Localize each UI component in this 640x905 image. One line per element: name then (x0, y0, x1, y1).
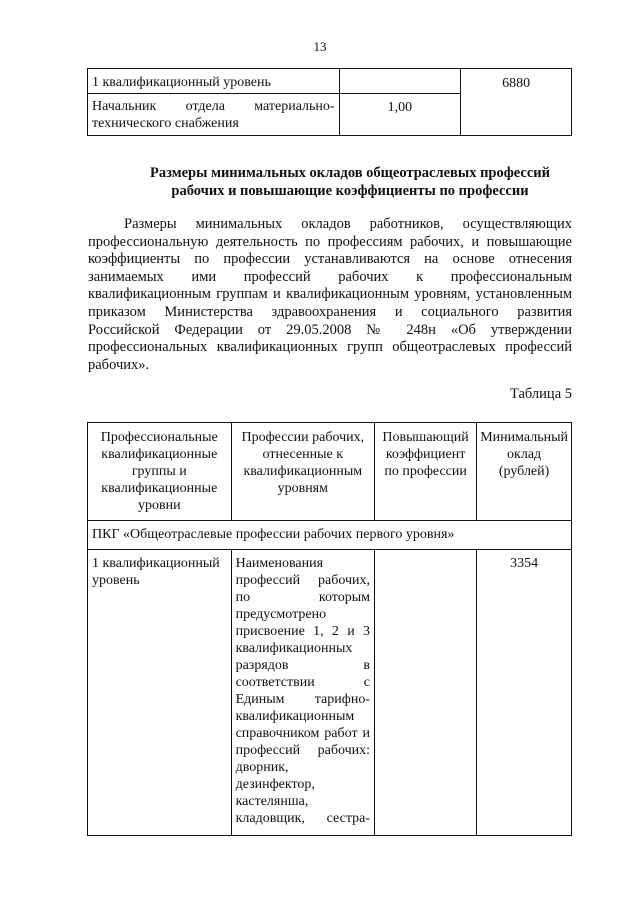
group-cell: ПКГ «Общеотраслевые профессии рабочих первого уровня» (88, 521, 572, 550)
coefficient-cell (339, 69, 461, 94)
header-professions: Профессии рабочих, отнесенные к квалификационным уровням (231, 423, 374, 521)
header-coefficient: Повышающий коэффициент по профессии (375, 423, 477, 521)
profession-line: кастелянша, (235, 794, 309, 809)
profession-line: присвоение 1, 2 и 3 (235, 624, 370, 639)
position-line: Начальник отдела материально- (92, 99, 335, 114)
profession-line: по которым (235, 590, 370, 605)
profession-line: дворник, (235, 760, 289, 775)
profession-line: дезинфектор, (235, 777, 315, 792)
coefficient-cell (375, 550, 477, 836)
table-label: Таблица 5 (509, 386, 572, 402)
profession-line: кладовщик, сестра- (235, 811, 370, 826)
body-paragraph: Размеры минимальных окладов работников, осуществляющих профессиональную деятельность по профессиям рабочих, и повышающие коэффициенты по профессии устанавливаются на основе отнесения занимаемых ими профессий рабочих к профессиональным квалификационным группам и квалификационным уровням, установленным приказом Министерства здравоохранения и социального развития Российской Федерации от 29.05.2008 № 248н «Об утверждении профессиональных квалификационных групп общеотраслевых профессий рабочих». (88, 216, 572, 373)
profession-line: разрядов в (235, 658, 370, 673)
profession-line: профессий рабочих, (235, 573, 370, 588)
group-row (88, 521, 572, 550)
salary-cell: 3354 (477, 550, 572, 836)
profession-line: Наименования (235, 556, 324, 571)
salary-table-top (87, 68, 572, 136)
profession-line: соответствии с (235, 675, 370, 690)
profession-line: Единым тарифно- (235, 692, 370, 707)
section-title (120, 164, 580, 200)
profession-line: квалификационных (235, 641, 353, 656)
salary-cell: 6880 (461, 69, 572, 136)
qualification-level-cell: 1 квалификационный уровень (88, 69, 340, 94)
qualification-level-cell: 1 квалификационный уровень (88, 550, 232, 836)
coefficient-cell: 1,00 (339, 94, 461, 136)
header-row (88, 423, 572, 521)
salary-table-main (87, 422, 572, 836)
profession-line: квалификационным (235, 709, 355, 724)
section-title-line: Размеры минимальных окладов общеотраслевых профессий (150, 165, 550, 181)
profession-line: предусмотрено (235, 607, 327, 622)
position-line: технического снабжения (92, 116, 239, 131)
position-cell (88, 94, 340, 136)
header-salary: Минимальный оклад (рублей) (477, 423, 572, 521)
table-row (88, 69, 572, 94)
header-groups: Профессиональные квалификационные группы и квалификационные уровни (88, 423, 232, 521)
table-row (88, 550, 572, 836)
profession-line: справочником работ и (235, 726, 370, 741)
professions-cell (231, 550, 374, 836)
section-title-line: рабочих и повышающие коэффициенты по профессии (171, 183, 529, 199)
page-number: 13 (313, 39, 327, 54)
profession-line: профессий рабочих: (235, 743, 370, 758)
